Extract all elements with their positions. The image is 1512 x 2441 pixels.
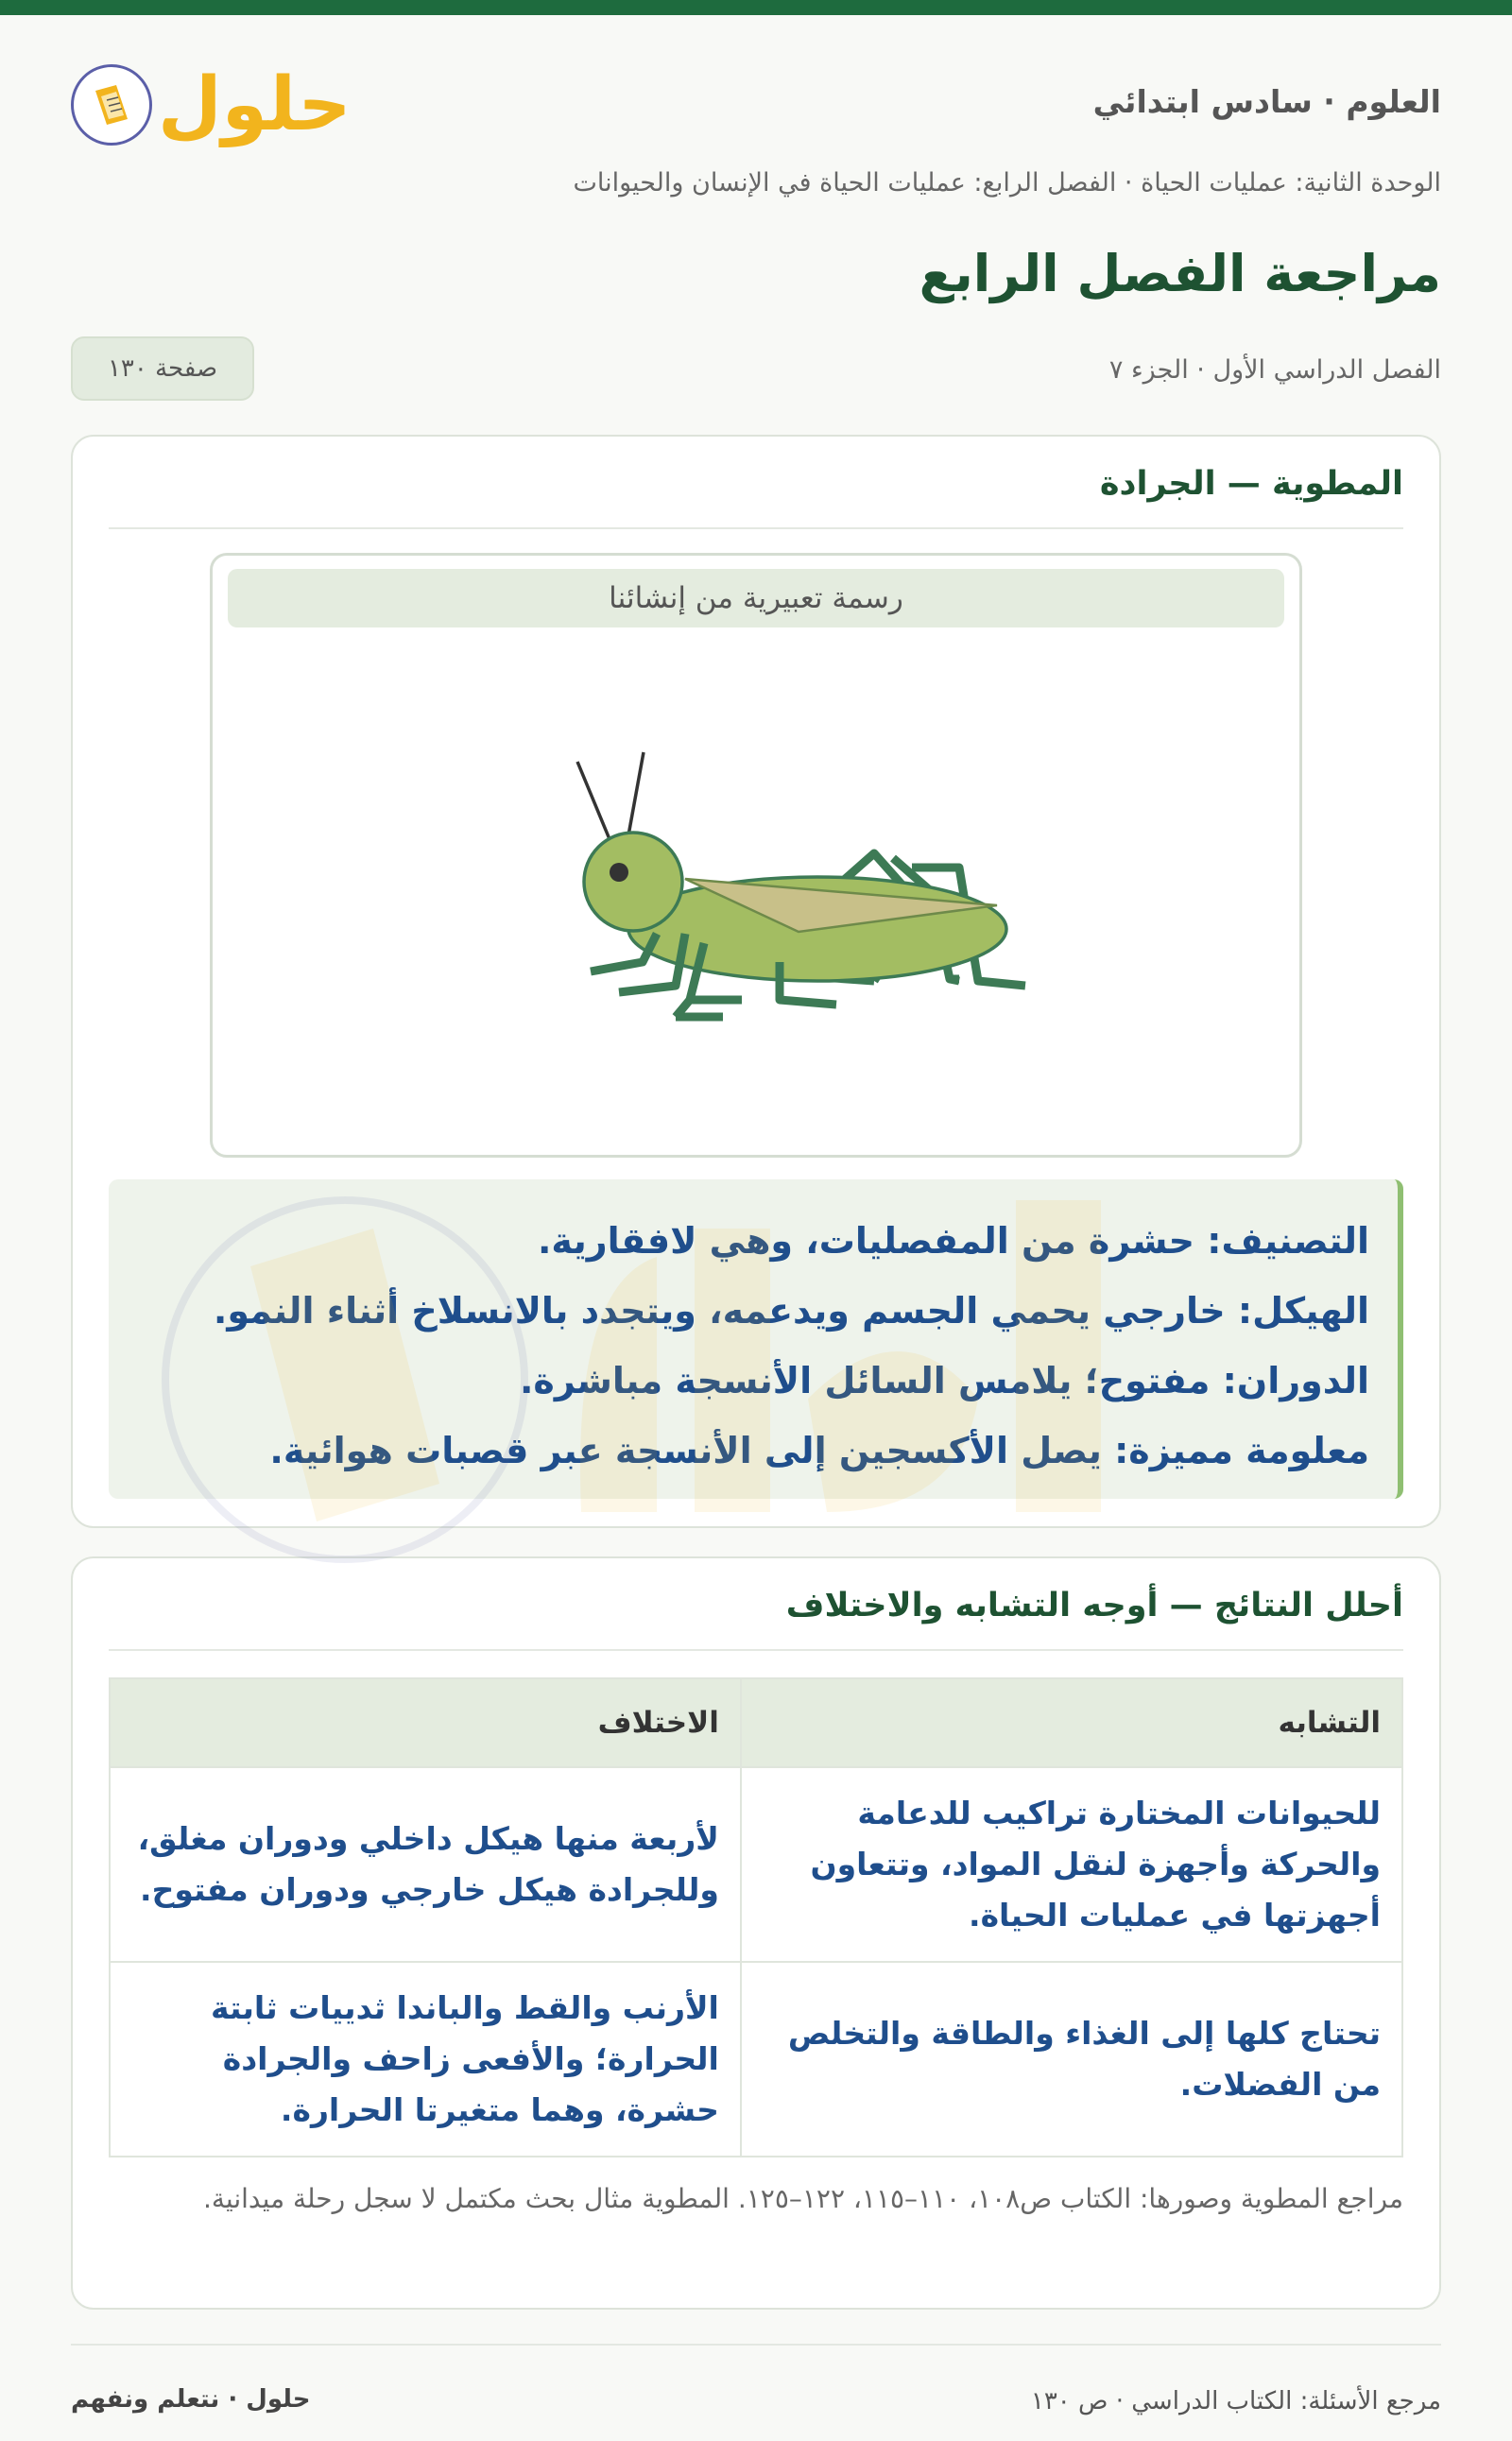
table-cell: لأربعة منها هيكل داخلي ودوران مغلق، وللجرادة هيكل خارجي ودوران مفتوح. bbox=[110, 1767, 741, 1962]
comparison-table bbox=[109, 1677, 1403, 2157]
foldable-card bbox=[71, 435, 1441, 1528]
analysis-card bbox=[71, 1556, 1441, 2310]
fact-skeleton: الهيكل: خارجي يحمي الجسم ويدعمه، ويتجدد بالانسلاخ أثناء النمو. bbox=[213, 1290, 1369, 1332]
figure-caption: رسمة تعبيرية من إنشائنا bbox=[228, 569, 1284, 627]
fact-classification: التصنيف: حشرة من المفصليات، وهي لافقارية. bbox=[537, 1220, 1369, 1262]
table-row bbox=[110, 1962, 1402, 2157]
brand-name: حلول bbox=[158, 62, 352, 147]
page-footer bbox=[71, 2344, 1441, 2419]
footer-brand[interactable]: حلول · نتعلم ونفهم bbox=[71, 2385, 311, 2414]
references-note: مراجع المطوية وصورها: الكتاب ص١٠٨، ١١٠–١١٥، ١٢٢–١٢٥. المطوية مثال بحث مكتمل لا سجل رحلة ميدانية. bbox=[203, 2183, 1403, 2214]
semester-label: الفصل الدراسي الأول · الجزء ٧ bbox=[1108, 355, 1441, 385]
page-badge: صفحة ١٣٠ bbox=[71, 336, 254, 401]
table-header-row bbox=[110, 1678, 1402, 1767]
table-cell: تحتاج كلها إلى الغذاء والطاقة والتخلص من الفضلات. bbox=[741, 1962, 1402, 2157]
table-cell: للحيوانات المختارة تراكيب للدعامة والحركة وأجهزة لنقل المواد، وتتعاون أجهزتها في عمليات الحياة. bbox=[741, 1767, 1402, 1962]
grasshopper-figure bbox=[210, 553, 1302, 1158]
analysis-heading: أحلل النتائج — أوجه التشابه والاختلاف bbox=[109, 1587, 1403, 1651]
facts-box bbox=[109, 1179, 1403, 1499]
top-accent-bar bbox=[0, 0, 1512, 15]
meta-row bbox=[71, 336, 1441, 401]
brand-logo[interactable] bbox=[71, 64, 352, 146]
antenna-left bbox=[577, 762, 610, 839]
table-row bbox=[110, 1767, 1402, 1962]
footer-reference: مرجع الأسئلة: الكتاب الدراسي · ص ١٣٠ bbox=[1030, 2387, 1441, 2415]
subject-label: العلوم · سادس ابتدائي bbox=[1092, 83, 1441, 120]
column-header-differences: الاختلاف bbox=[110, 1678, 741, 1767]
foldable-heading: المطوية — الجرادة bbox=[109, 465, 1403, 529]
fact-distinctive: معلومة مميزة: يصل الأكسجين إلى الأنسجة عبر قصبات هوائية. bbox=[269, 1430, 1369, 1471]
antenna-right bbox=[628, 752, 644, 835]
page-title: مراجعة الفصل الرابع bbox=[919, 244, 1441, 303]
book-icon bbox=[71, 64, 152, 146]
breadcrumb: الوحدة الثانية: عمليات الحياة · الفصل الرابع: عمليات الحياة في الإنسان والحيوانات bbox=[573, 168, 1441, 198]
grasshopper-head bbox=[584, 833, 682, 931]
fact-circulation: الدوران: مفتوح؛ يلامس السائل الأنسجة مباشرة. bbox=[520, 1360, 1369, 1401]
grasshopper-illustration bbox=[213, 556, 1299, 1155]
table-cell: الأرنب والقط والباندا ثدييات ثابتة الحرارة؛ والأفعى زاحف والجرادة حشرة، وهما متغيرتا الحرارة. bbox=[110, 1962, 741, 2157]
grasshopper-eye bbox=[610, 863, 628, 882]
column-header-similarities: التشابه bbox=[741, 1678, 1402, 1767]
